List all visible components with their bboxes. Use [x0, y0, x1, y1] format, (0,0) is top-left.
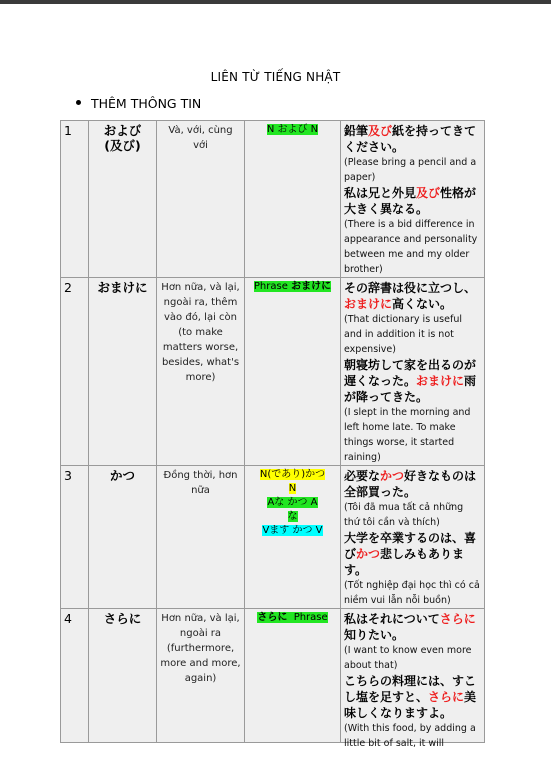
word-kana: および — [103, 123, 142, 138]
row-number: 2 — [61, 278, 89, 466]
pattern-highlight: N — [288, 483, 297, 494]
pattern-highlight: N および N — [266, 124, 319, 135]
pattern-highlight: な — [287, 511, 298, 522]
example-sentence: こちらの料理には、すこし塩を足すと、さらに美味しくなりますよ。 — [344, 674, 477, 720]
table-row — [61, 609, 485, 743]
pattern-highlight: Aな かつ A — [267, 497, 318, 508]
example-cell — [341, 466, 485, 609]
pattern-cell — [245, 609, 341, 743]
table-row — [61, 278, 485, 466]
example-sentence: 私はそれについてさらに知りたい。 — [344, 612, 476, 642]
row-number: 3 — [61, 466, 89, 609]
example-translation: (Please bring a pencil and a paper) — [344, 157, 477, 183]
example-translation: (I slept in the morning and left home late. To make things worse, it started raining) — [344, 407, 471, 463]
example-translation: (I want to know even more about that) — [344, 645, 472, 671]
example-sentence: 鉛筆及び紙を持ってきてください。 — [344, 124, 477, 154]
pattern-cell — [245, 121, 341, 278]
meaning-cell: Đồng thời, hơn nữa — [157, 466, 245, 609]
pattern-highlight: さらに Phrase — [257, 612, 328, 623]
table-row — [61, 466, 485, 609]
pattern-cell — [245, 466, 341, 609]
example-translation: (That dictionary is useful and in addition it is not expensive) — [344, 314, 462, 355]
example-sentence: その辞書は役に立つし、おまけに高くない。 — [344, 281, 477, 311]
pattern-highlight: Vます かつ V — [262, 525, 323, 536]
example-translation: (With this food, by adding a little bit of salt, it will — [344, 723, 476, 749]
conjunction-table — [60, 120, 485, 749]
row-number: 4 — [61, 609, 89, 743]
example-sentence: 私は兄と外見及び性格が大きく異なる。 — [344, 186, 477, 216]
example-cell — [341, 278, 485, 466]
example-sentence: 必要なかつ好きなものは全部買った。 — [344, 469, 477, 499]
conjunction-word: おまけに — [89, 278, 157, 466]
pattern-highlight: Phrase おまけに — [253, 281, 332, 292]
pattern-cell — [245, 278, 341, 466]
example-cell — [341, 609, 485, 749]
window-top-bar — [0, 0, 551, 4]
row-number: 1 — [61, 121, 89, 278]
word-kanji: (及び) — [104, 138, 141, 153]
meaning-cell: Và, với, cùng với — [157, 121, 245, 278]
example-translation: (There is a bid difference in appearance and personality between me and my older brother) — [344, 219, 478, 275]
meaning-cell: Hơn nữa, và lại, ngoài ra, thêm vào đó, lại còn (to make matters worse, besides, what's more) — [157, 278, 245, 466]
example-translation: (Tốt nghiệp đại học thì có cả niềm vui lẫn nỗi buồn) — [344, 580, 480, 606]
section-heading — [76, 96, 201, 111]
pattern-highlight: N(であり)かつ — [259, 469, 326, 480]
conjunction-word: さらに — [89, 609, 157, 743]
example-cell — [341, 121, 485, 278]
page-title: LIÊN TỪ TIẾNG NHẬT — [210, 70, 341, 84]
example-sentence: 朝寝坊して家を出るのが遅くなった。おまけに雨が降ってきた。 — [344, 358, 477, 404]
conjunction-word: かつ — [89, 466, 157, 609]
section-heading-text: THÊM THÔNG TIN — [91, 96, 202, 111]
conjunction-word — [89, 121, 157, 278]
table-row — [61, 121, 485, 278]
example-translation: (Tôi đã mua tất cả những thứ tôi cần và thích) — [344, 502, 464, 528]
meaning-cell: Hơn nữa, và lại, ngoài ra (furthermore, more and more, again) — [157, 609, 245, 743]
bullet-icon — [76, 100, 81, 105]
example-sentence: 大学を卒業するのは、喜びかつ悲しみもあります。 — [344, 531, 477, 577]
